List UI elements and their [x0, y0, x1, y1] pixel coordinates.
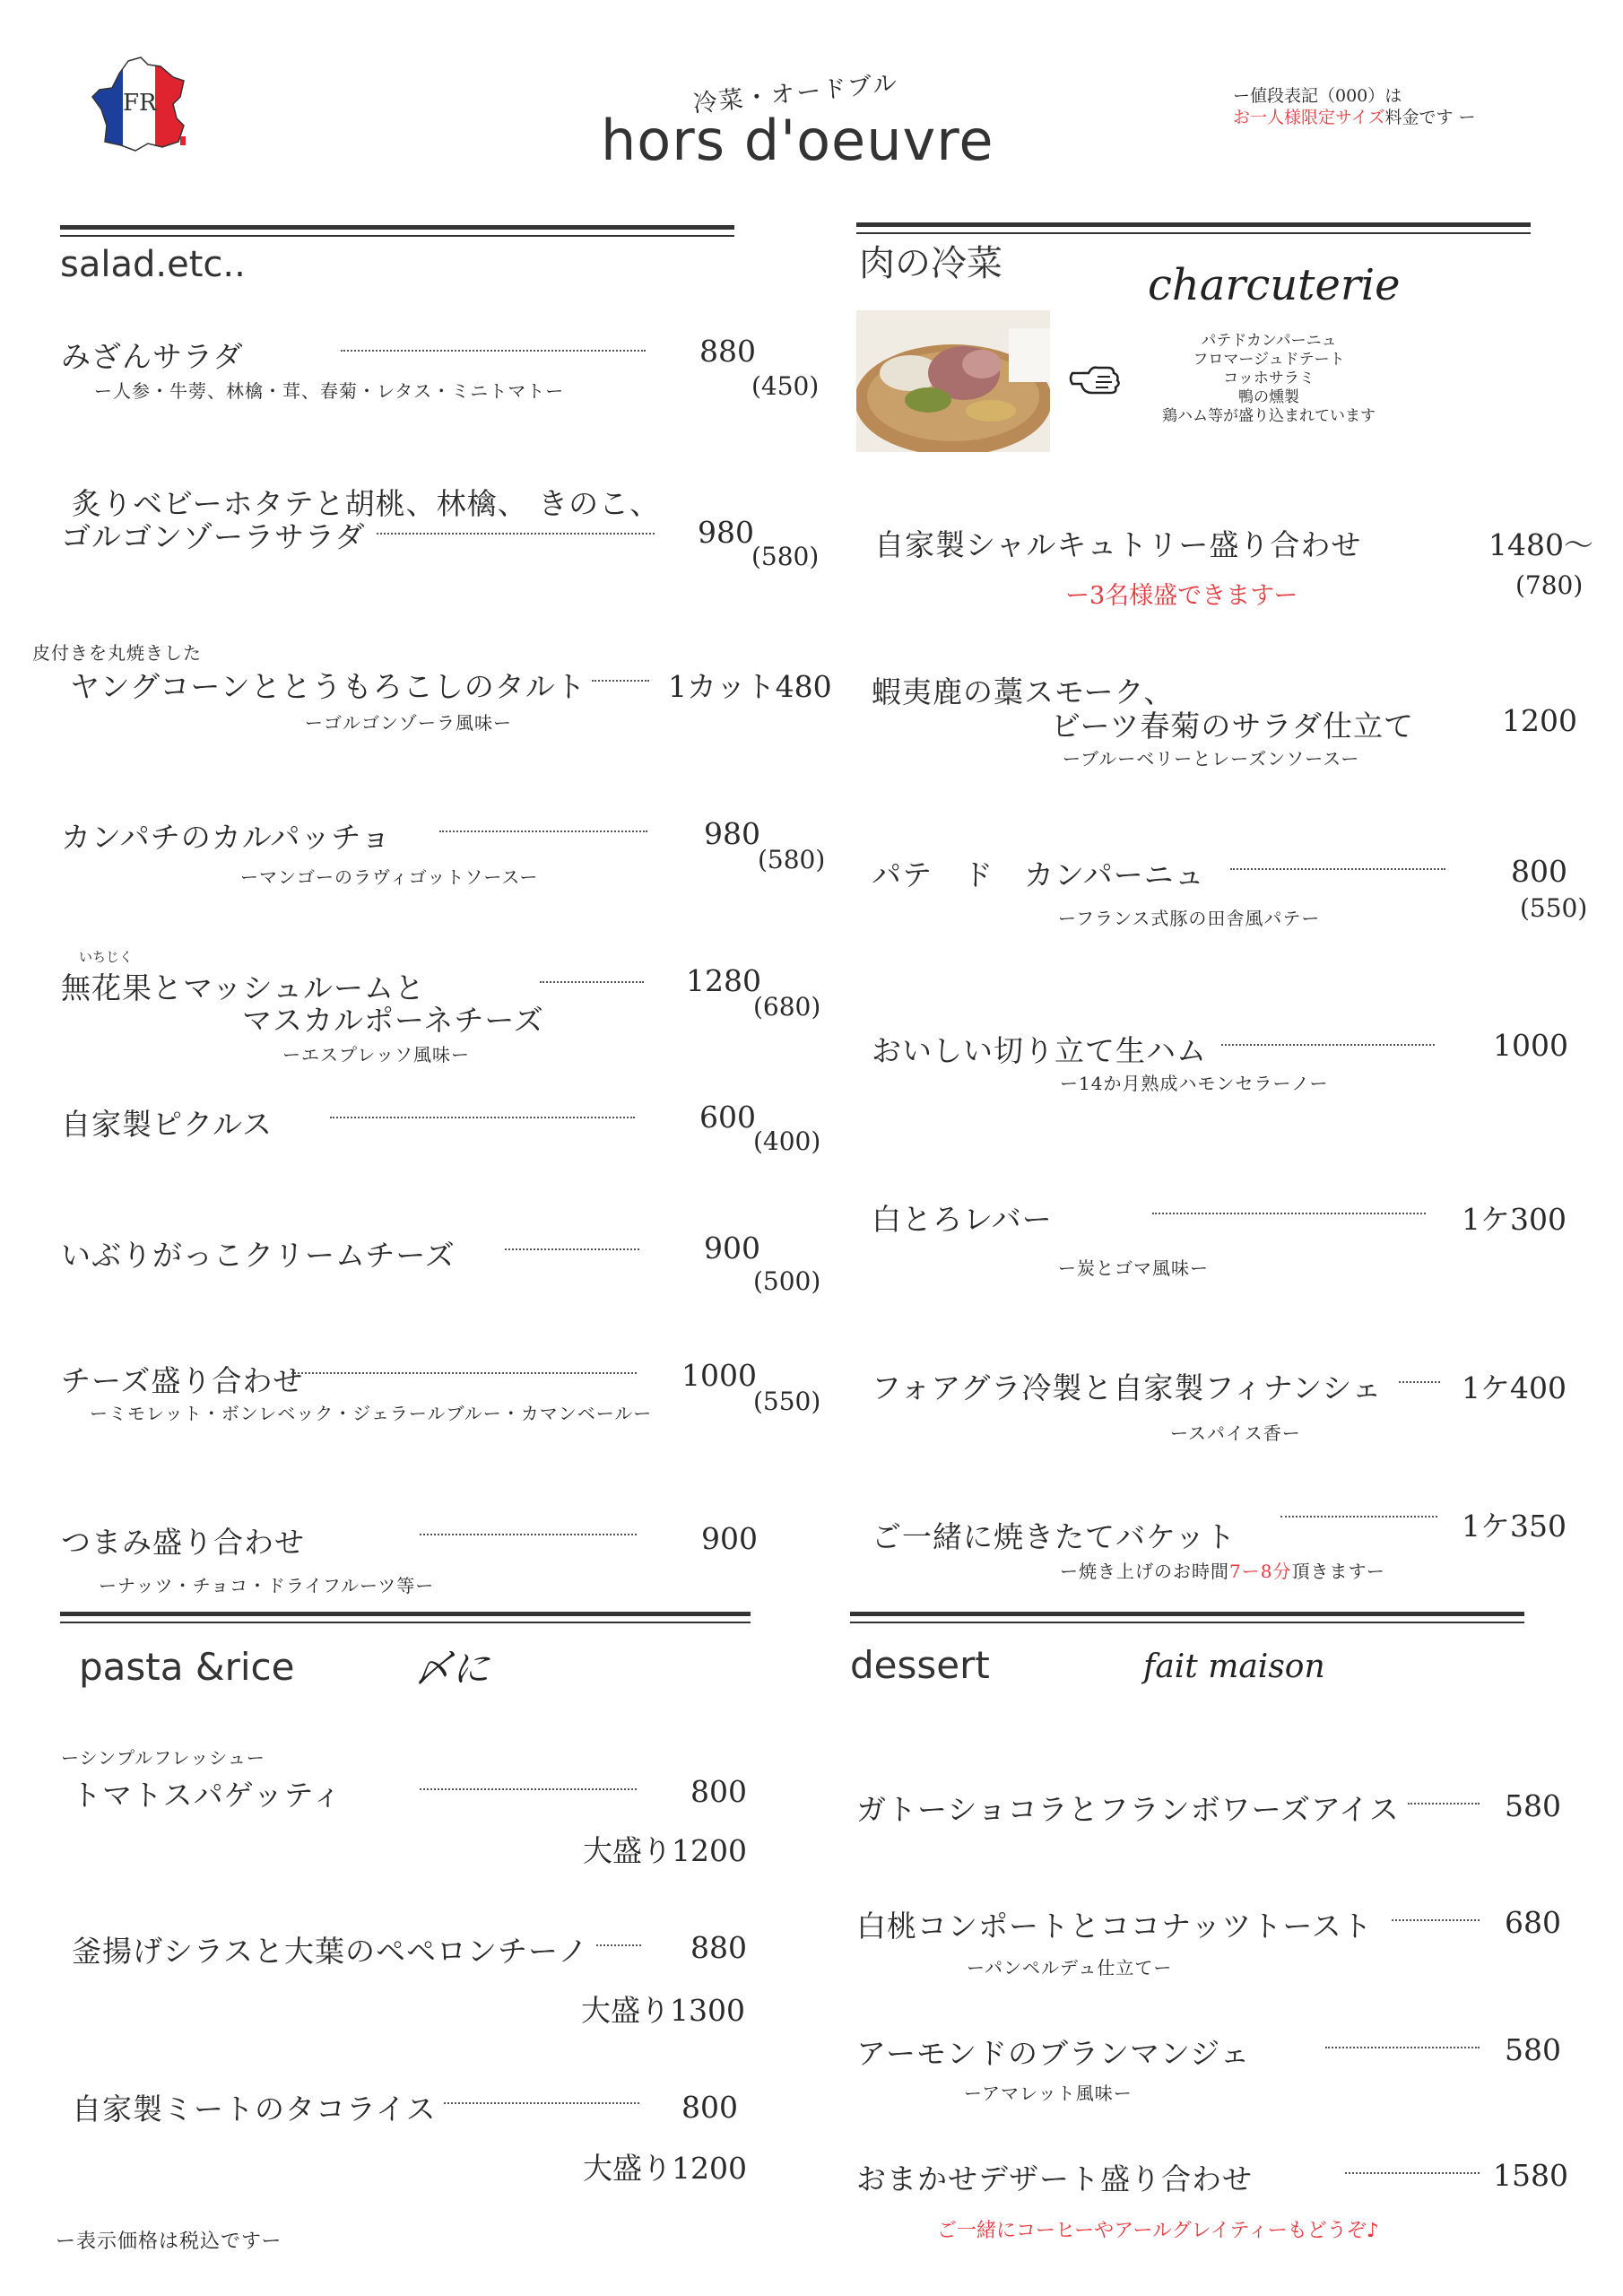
leader-dots: [341, 350, 646, 352]
meat-item-sub: ースパイス香ー: [1170, 1422, 1301, 1444]
salad-item-price: 980: [698, 515, 754, 550]
pointing-hand-icon: [1069, 355, 1123, 398]
leader-dots: [1325, 2047, 1480, 2048]
tax-note: ー表示価格は税込ですー: [56, 2231, 282, 2253]
salad-item-half: (400): [753, 1126, 821, 1156]
salad-item-name: マスカルポーネチーズ: [242, 1003, 544, 1038]
dessert-item-name: アーモンドのブランマンジェ: [856, 2036, 1251, 2071]
leader-dots: [1221, 1044, 1435, 1046]
logo-text: FR: [123, 90, 157, 117]
meat-item-sub: ーブルーベリーとレーズンソースー: [1063, 748, 1360, 770]
salad-rule-top: [60, 225, 734, 230]
dessert-script-title: fait maison: [1143, 1648, 1325, 1685]
price-note-line2: [1233, 104, 1476, 128]
meat-item-sub-a: ー焼き上げのお時間: [1060, 1561, 1229, 1582]
leader-dots: [444, 2102, 639, 2104]
dessert-item-sub: ーアマレット風味ー: [964, 2083, 1133, 2104]
meat-item-name: 自家製シャルキュトリー盛り合わせ: [874, 527, 1362, 562]
meat-item-price: 1480〜: [1488, 527, 1593, 562]
meat-item-sub: ー炭とゴマ風味ー: [1058, 1257, 1209, 1279]
meat-item-price: 1000: [1493, 1028, 1568, 1063]
pasta-item-large: 大盛り1300: [581, 1993, 745, 2028]
meat-item-price: 800: [1511, 854, 1567, 889]
charcuterie-photo: [856, 310, 1050, 452]
dessert-rule-top: [850, 1612, 1524, 1616]
meat-item-name: ビーツ春菊のサラダ仕立て: [1051, 709, 1415, 744]
charcuterie-list-item: パテドカンパーニュ: [1201, 332, 1337, 350]
pasta-item-name: 釜揚げシラスと大葉のペペロンチーノ: [72, 1934, 589, 1969]
dessert-drink-note: ご一緒にコーヒーやアールグレイティーもどうぞ♪: [937, 2220, 1379, 2242]
meat-item-price: 1ケ350: [1462, 1509, 1567, 1544]
salad-item-price: 900: [704, 1231, 760, 1265]
dessert-heading: dessert: [850, 1643, 990, 1687]
salad-item-half: (450): [751, 371, 820, 401]
salad-item-half: (580): [751, 542, 820, 571]
salad-item-sub: ーナッツ・チョコ・ドライフルーツ等ー: [99, 1575, 435, 1596]
salad-item-name: みざんサラダ: [61, 339, 244, 374]
leader-dots: [1152, 1213, 1426, 1214]
pasta-item-large: 大盛り1200: [583, 1833, 747, 1868]
salad-item-sub: ーエスプレッソ風味ー: [282, 1044, 470, 1065]
salad-item-price: 900: [701, 1521, 758, 1556]
salad-item-price: 980: [704, 816, 760, 851]
meat-item-name: おいしい切り立て生ハム: [872, 1033, 1207, 1068]
meat-item-half: (550): [1520, 893, 1588, 923]
meat-item-price: 1ケ400: [1462, 1370, 1567, 1405]
leader-dots: [1392, 1919, 1480, 1921]
meat-item-name: ご一緒に焼きたてバケット: [872, 1519, 1237, 1554]
leader-dots: [1345, 2172, 1480, 2174]
meat-item-sub-red: 7ー8分: [1229, 1561, 1292, 1582]
salad-item-sub: ー人参・牛蒡、林檎・茸、春菊・レタス・ミニトマトー: [94, 380, 565, 402]
leader-dots: [377, 533, 655, 535]
dessert-item-price: 580: [1505, 2032, 1561, 2067]
salad-item-half: (550): [753, 1387, 821, 1416]
price-note-line1: ー値段表記（000）は: [1233, 86, 1402, 106]
salad-item-price: 600: [699, 1100, 756, 1135]
meat-item-name: パテ ド カンパーニュ: [872, 857, 1205, 892]
salad-item-name: 炙りベビーホタテと胡桃、林檎、 きのこ、: [72, 486, 661, 521]
dessert-item-name: 白桃コンポートとココナッツトースト: [856, 1909, 1373, 1944]
salad-item-half: (580): [758, 845, 826, 874]
salad-item-name: ゴルゴンゾーラサラダ: [61, 519, 366, 554]
meat-script-title: charcuterie: [1148, 260, 1401, 310]
leader-dots: [505, 1248, 639, 1250]
pasta-item-name: トマトスパゲッティ: [72, 1778, 343, 1813]
salad-item-ruby: いちじく: [79, 949, 134, 965]
leader-dots: [439, 831, 647, 832]
salad-item-name: チーズ盛り合わせ: [61, 1363, 304, 1398]
meat-item-sub-b: 頂きますー: [1291, 1561, 1385, 1582]
salad-item-price: 880: [699, 334, 756, 369]
leader-dots: [1230, 868, 1445, 870]
leader-dots: [420, 1788, 637, 1790]
pasta-heading: pasta &rice: [79, 1645, 295, 1689]
dessert-item-price: 1580: [1493, 2158, 1568, 2193]
salad-item-sub: ーマンゴーのラヴィゴットソースー: [240, 866, 539, 888]
price-note-red: お一人様限定サイズ: [1233, 108, 1385, 127]
meat-item-name: 蝦夷鹿の藁スモーク、: [872, 674, 1175, 709]
pasta-item-name: 自家製ミートのタコライス: [72, 2092, 437, 2126]
salad-item-name: ヤングコーンととうもろこしのタルト: [70, 669, 586, 704]
salad-item-price: 1000: [681, 1358, 757, 1393]
price-note-rest: 料金です ー: [1384, 108, 1476, 127]
salad-item-price: 1カット480: [668, 669, 832, 704]
meat-item-sub: ーフランス式豚の田舎風パテー: [1058, 908, 1321, 929]
pasta-script-title: 〆に: [414, 1647, 490, 1691]
salad-item-name: 無花果とマッシュルームと: [61, 970, 426, 1005]
page-title: hors d'oeuvre: [601, 108, 994, 173]
leader-dots: [540, 981, 644, 983]
meat-item-sub: ー14か月熟成ハモンセラーノー: [1060, 1073, 1329, 1094]
meat-rule-bottom: [856, 232, 1531, 234]
charcuterie-list-item: 鴨の燻製: [1238, 388, 1299, 406]
meat-item-name: 白とろレバー: [872, 1202, 1053, 1237]
leader-dots: [592, 680, 649, 682]
salad-item-sub: ーミモレット・ボンレベック・ジェラールブルー・カマンベールー: [90, 1403, 653, 1424]
salad-item-name: つまみ盛り合わせ: [61, 1525, 305, 1560]
pasta-rule-bottom: [60, 1622, 751, 1623]
meat-item-sub: ー3名様盛できますー: [1065, 582, 1298, 610]
salad-item-price: 1280: [686, 963, 761, 998]
salad-item-name: カンパチのカルパッチョ: [61, 820, 392, 855]
salad-rule-bottom: [60, 235, 734, 237]
pasta-item-large: 大盛り1200: [583, 2151, 747, 2186]
header-subtitle: 冷菜・オードブル: [691, 69, 900, 118]
charcuterie-list: [1157, 332, 1381, 426]
leader-dots: [596, 1944, 641, 1946]
dessert-item-sub: ーパンペルデュ仕立てー: [967, 1957, 1173, 1979]
leader-dots: [1408, 1803, 1480, 1805]
salad-item-half: (500): [753, 1266, 821, 1296]
charcuterie-list-item: コッホサラミ: [1223, 370, 1315, 387]
charcuterie-list-item: フロマージュドテート: [1193, 351, 1345, 369]
dessert-item-price: 580: [1505, 1788, 1561, 1823]
salad-item-note: 皮付きを丸焼きした: [32, 642, 202, 664]
charcuterie-list-item: 鶏ハム等が盛り込まれています: [1162, 407, 1376, 425]
meat-rule-top: [856, 222, 1531, 227]
dessert-rule-bottom: [850, 1622, 1524, 1623]
leader-dots: [1280, 1516, 1437, 1518]
pasta-item-price: 880: [690, 1930, 747, 1965]
leader-dots: [1399, 1381, 1440, 1383]
pasta-item-note: ーシンプルフレッシュー: [61, 1747, 265, 1769]
meat-item-sub: [1060, 1557, 1385, 1583]
meat-item-half: (780): [1515, 570, 1584, 600]
meat-item-price: 1200: [1502, 703, 1577, 738]
salad-heading: salad.etc..: [60, 244, 246, 285]
dessert-item-name: ガトーショコラとフランボワーズアイス: [856, 1792, 1400, 1827]
salad-item-name: いぶりがっこクリームチーズ: [61, 1238, 456, 1273]
pasta-item-price: 800: [681, 2090, 738, 2125]
meat-item-price: 1ケ300: [1462, 1202, 1567, 1237]
leader-dots: [330, 1117, 635, 1118]
pasta-item-price: 800: [690, 1774, 747, 1809]
meat-heading: 肉の冷菜: [859, 243, 1002, 284]
pasta-rule-top: [60, 1612, 751, 1616]
salad-item-sub: ーゴルゴンゾーラ風味ー: [305, 712, 512, 734]
dessert-item-price: 680: [1505, 1905, 1561, 1940]
leader-dots: [420, 1534, 637, 1535]
leader-dots: [291, 1372, 637, 1374]
salad-item-half: (680): [753, 992, 821, 1022]
meat-item-name: フォアグラ冷製と自家製フィナンシェ: [872, 1370, 1383, 1405]
salad-item-name: 自家製ピクルス: [61, 1107, 273, 1142]
dessert-item-name: おまかせデザート盛り合わせ: [856, 2161, 1253, 2196]
